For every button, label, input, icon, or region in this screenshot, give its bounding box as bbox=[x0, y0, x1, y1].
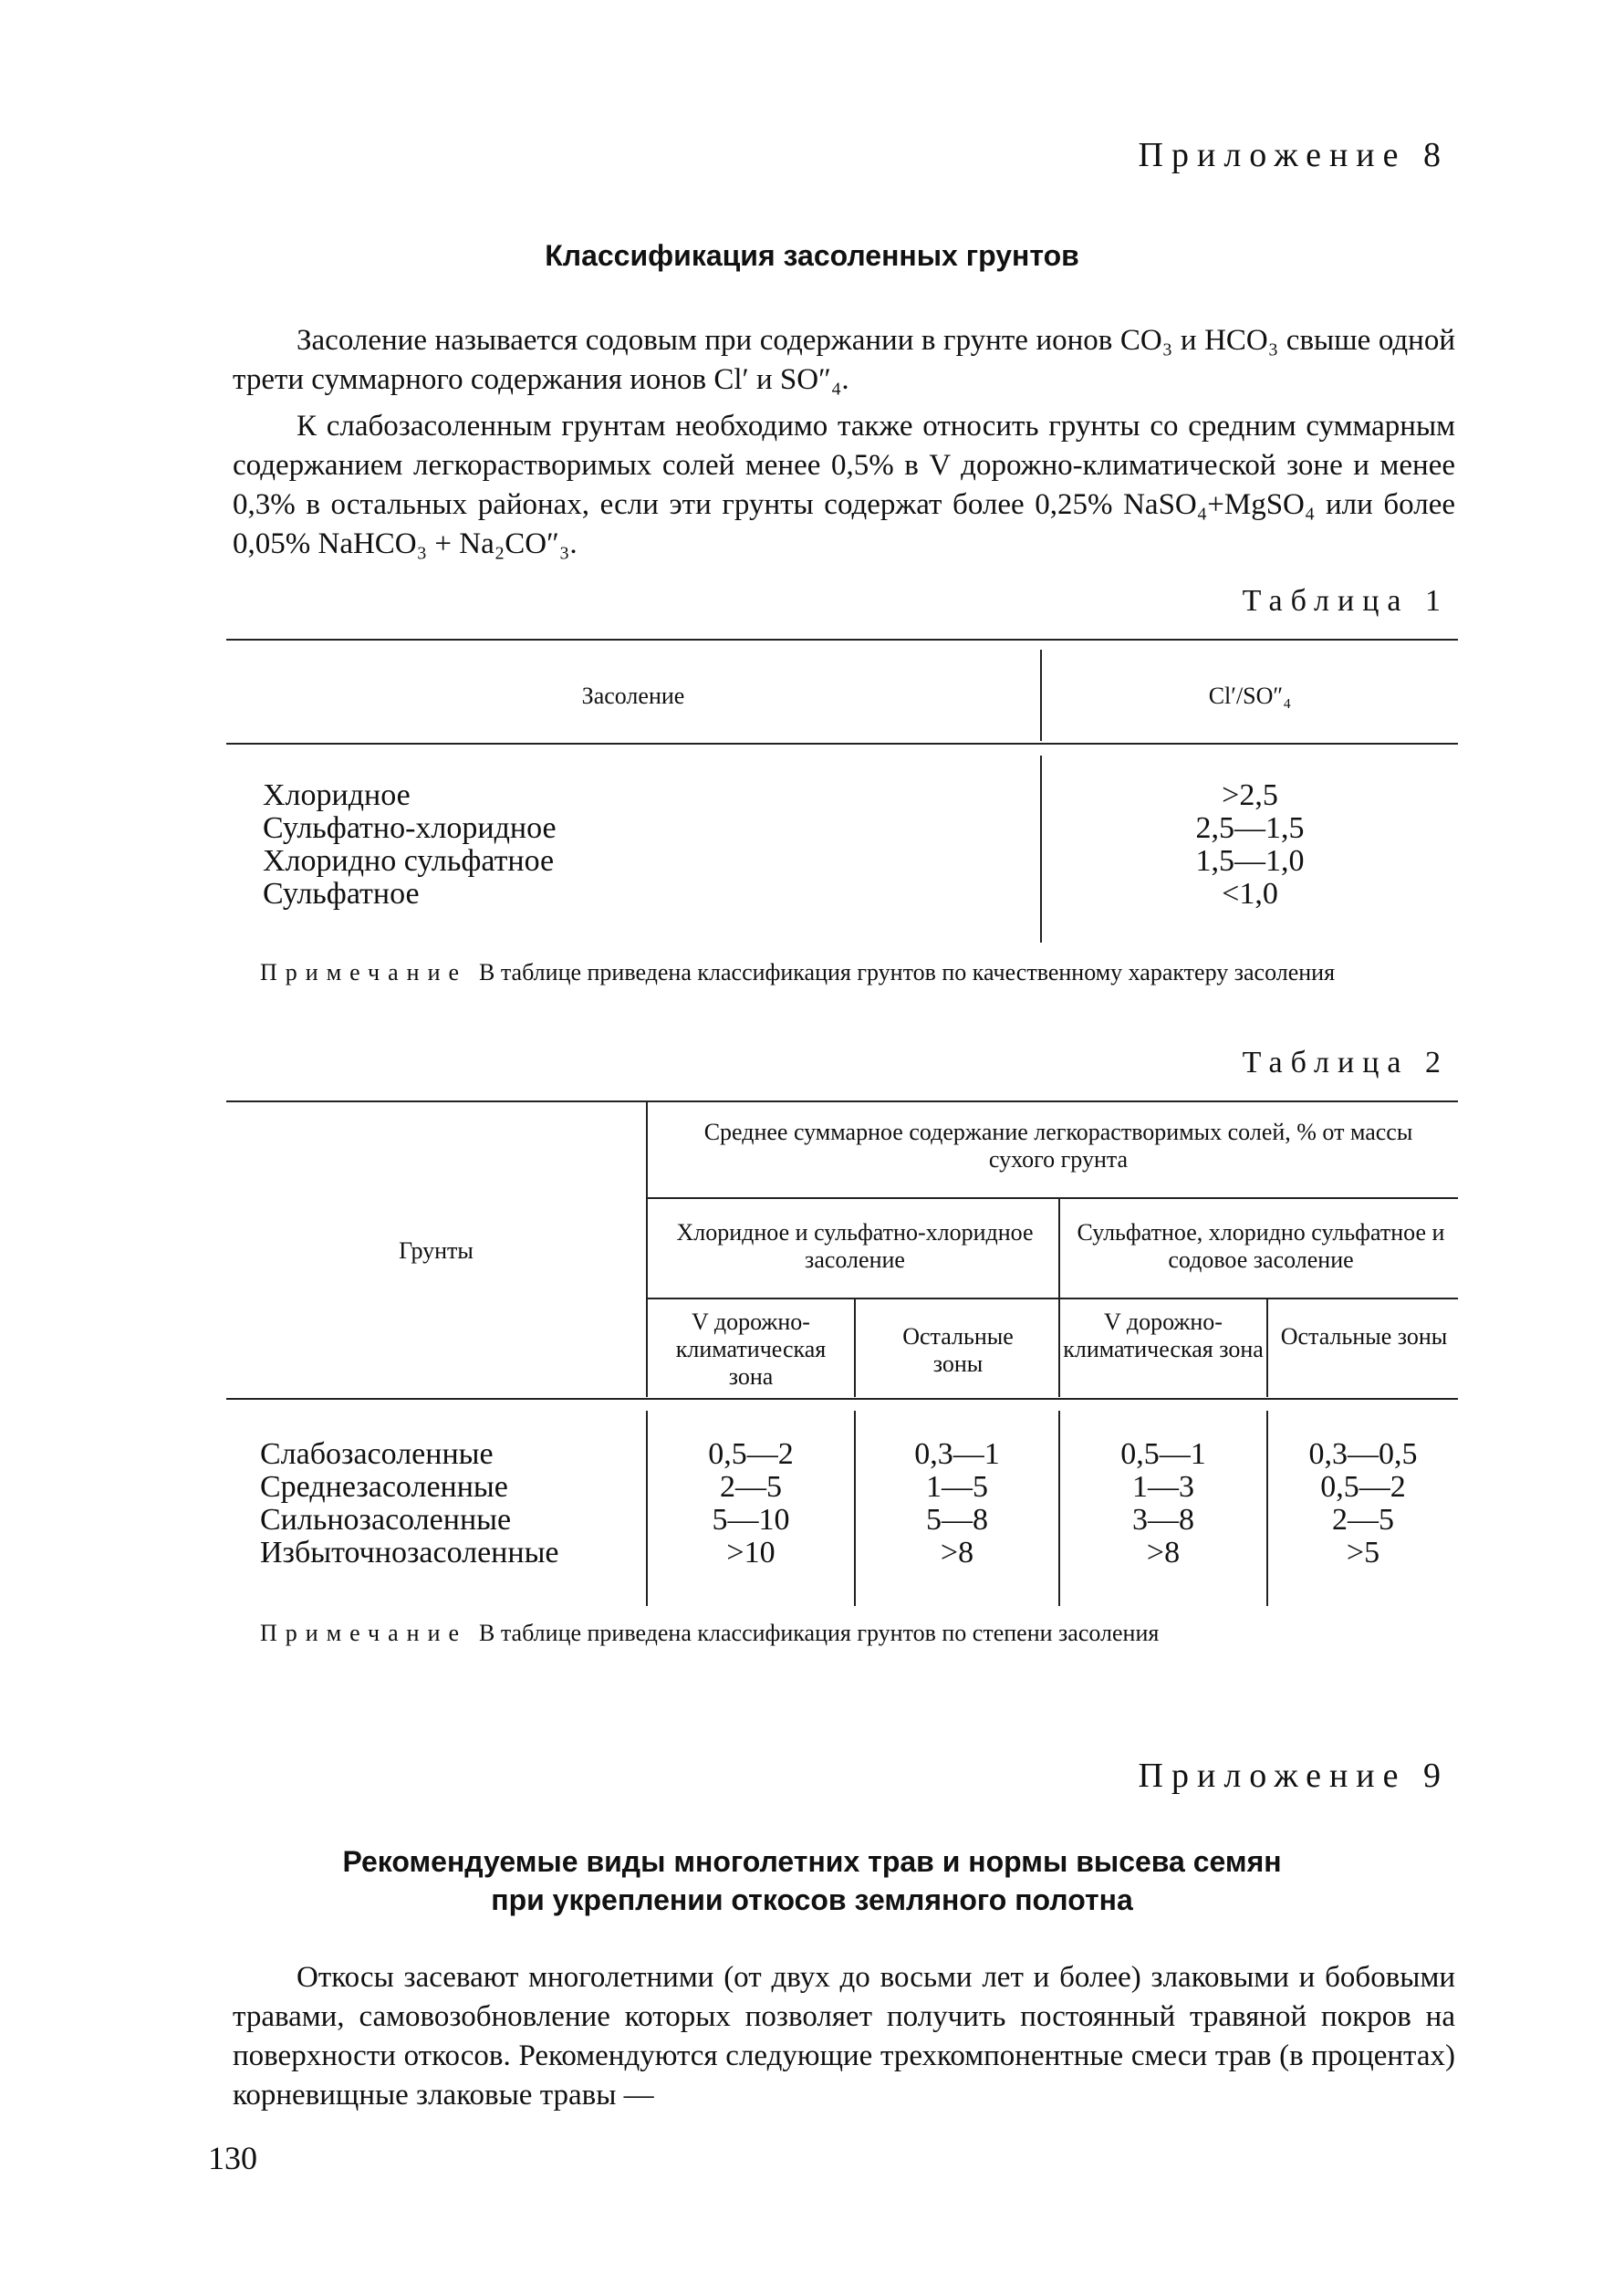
table-1-note-label: Примечание bbox=[260, 959, 468, 986]
page-number: 130 bbox=[208, 2140, 257, 2176]
table-2-zone-other-2: Остальные зоны bbox=[1280, 1323, 1448, 1350]
appendix-9-paragraph-1: Откосы засевают многолетними (от двух до восьми лет и более) злаковыми и бобовыми травами, самовозобновление которых позволяет получить постоянный травяной покров на поверхности откосов. Рекомендуются следующие трехкомпонентные смеси трав (в процентах) корневищные злаковые травы — bbox=[233, 1961, 1455, 2112]
appendix-9-title-line-2: при укреплении откосов земляного полотна bbox=[491, 1883, 1133, 1916]
table-1-values bbox=[1042, 779, 1458, 911]
table-cell: >8 bbox=[940, 1536, 974, 1570]
table-row-name: Хлоридное bbox=[263, 778, 411, 812]
table-cell: 5—10 bbox=[712, 1503, 790, 1537]
table-2-col-2 bbox=[856, 1438, 1058, 1570]
table-cell: 0,3—0,5 bbox=[1308, 1437, 1418, 1471]
appendix-8-paragraph-2: К слабозасоленным грунтам необходимо также относить грунты со средним суммарным содержанием легкорастворимых солей менее 0,5% в V дорожно-климатической зоне и менее 0,3% в остальных районах, если эти грунты содержат более 0,25% NaSO₄+MgSO₄ или более 0,05% NaHCO₃ + Na₂CO″₃. bbox=[233, 410, 1455, 560]
table-row-name: Сульфатно-хлоридное bbox=[263, 811, 557, 845]
appendix-9-title-line-1: Рекомендуемые виды многолетних трав и нормы высева семян bbox=[342, 1845, 1282, 1878]
table-row-name: Среднезасоленные bbox=[260, 1470, 508, 1504]
table-2-zone-v-1: V дорожно-климатическая зона bbox=[675, 1309, 827, 1390]
table-1-col2-header: Cl′/SO″₄ bbox=[1208, 683, 1292, 709]
appendix-8-title: Классификация засоленных грунтов bbox=[545, 239, 1079, 272]
appendix-9-label: Приложение 9 bbox=[1138, 1757, 1449, 1795]
table-cell: 1—3 bbox=[1132, 1470, 1194, 1504]
table-2-col-3 bbox=[1060, 1438, 1266, 1570]
table-2-note bbox=[260, 1621, 1458, 1646]
table-2-zone2-divider bbox=[1266, 1298, 1268, 1397]
table-2-zone-other-1: Остальные зоны bbox=[902, 1323, 1014, 1377]
table-cell: 1—5 bbox=[926, 1470, 988, 1504]
table-row-value: <1,0 bbox=[1222, 877, 1278, 911]
table-1-header-rule bbox=[226, 743, 1458, 745]
table-cell: 5—8 bbox=[926, 1503, 988, 1537]
table-cell: >10 bbox=[726, 1536, 776, 1570]
table-cell: 3—8 bbox=[1132, 1503, 1194, 1537]
table-1-col1-header: Засоление bbox=[581, 683, 685, 709]
table-1-caption: Таблица 1 bbox=[1242, 584, 1449, 618]
table-2-header-rule bbox=[226, 1398, 1458, 1400]
table-2-sub2-header: Сульфатное, хлоридно сульфатное и содовое засоление bbox=[1077, 1219, 1445, 1273]
table-cell: 2—5 bbox=[1332, 1503, 1394, 1537]
table-2-note-text: В таблице приведена классификация грунтов по степени засоления bbox=[479, 1620, 1160, 1646]
table-row-name: Сильнозасоленные bbox=[260, 1503, 512, 1537]
table-2-col-4 bbox=[1268, 1438, 1458, 1570]
table-row-value: 1,5—1,0 bbox=[1195, 844, 1305, 878]
table-2-sub1-header: Хлоридное и сульфатно-хлоридное засоление bbox=[676, 1219, 1034, 1273]
table-cell: 0,5—1 bbox=[1120, 1437, 1206, 1471]
table-row-value: 2,5—1,5 bbox=[1195, 811, 1305, 845]
table-2-caption: Таблица 2 bbox=[1242, 1046, 1449, 1079]
table-2-top-rule bbox=[226, 1100, 1458, 1102]
table-cell: 2—5 bbox=[720, 1470, 782, 1504]
table-2-zone-v-2: V дорожно-климатическая зона bbox=[1063, 1309, 1264, 1362]
table-2-note-label: Примечание bbox=[260, 1620, 468, 1646]
table-cell: 0,5—2 bbox=[1320, 1470, 1406, 1504]
table-cell: 0,5—2 bbox=[708, 1437, 794, 1471]
appendix-8-paragraph-1: Засоление называется содовым при содержании в грунте ионов CO₃ и HCO₃ свыше одной трети суммарного содержания ионов Cl′ и SO″₄. bbox=[233, 324, 1455, 396]
table-2-names bbox=[260, 1438, 559, 1570]
table-2-zone1-divider bbox=[854, 1298, 856, 1397]
table-1-note bbox=[260, 960, 1458, 986]
appendix-8-label: Приложение 8 bbox=[1138, 136, 1449, 174]
table-2-group-header: Среднее суммарное содержание легкорастворимых солей, % от массы сухого грунта bbox=[703, 1119, 1413, 1173]
table-row-name: Сульфатное bbox=[263, 877, 420, 911]
table-2-sub-rule bbox=[648, 1298, 1458, 1299]
table-cell: 0,3—1 bbox=[914, 1437, 1000, 1471]
table-1-note-text: В таблице приведена классификация грунтов по качественному характеру засоления bbox=[479, 959, 1336, 986]
table-row-value: >2,5 bbox=[1222, 778, 1278, 812]
table-2-soil-header: Грунты bbox=[399, 1237, 474, 1264]
table-row-name: Хлоридно сульфатное bbox=[263, 844, 555, 878]
table-1-names bbox=[263, 779, 557, 911]
table-row-name: Избыточнозасоленные bbox=[260, 1536, 559, 1570]
table-2-group-rule bbox=[648, 1197, 1458, 1199]
table-cell: >5 bbox=[1346, 1536, 1380, 1570]
table-cell: >8 bbox=[1146, 1536, 1181, 1570]
table-1-top-rule bbox=[226, 639, 1458, 641]
table-row-name: Слабозасоленные bbox=[260, 1437, 494, 1471]
table-2-col-1 bbox=[648, 1438, 854, 1570]
table-2-soil-divider bbox=[646, 1100, 648, 1397]
